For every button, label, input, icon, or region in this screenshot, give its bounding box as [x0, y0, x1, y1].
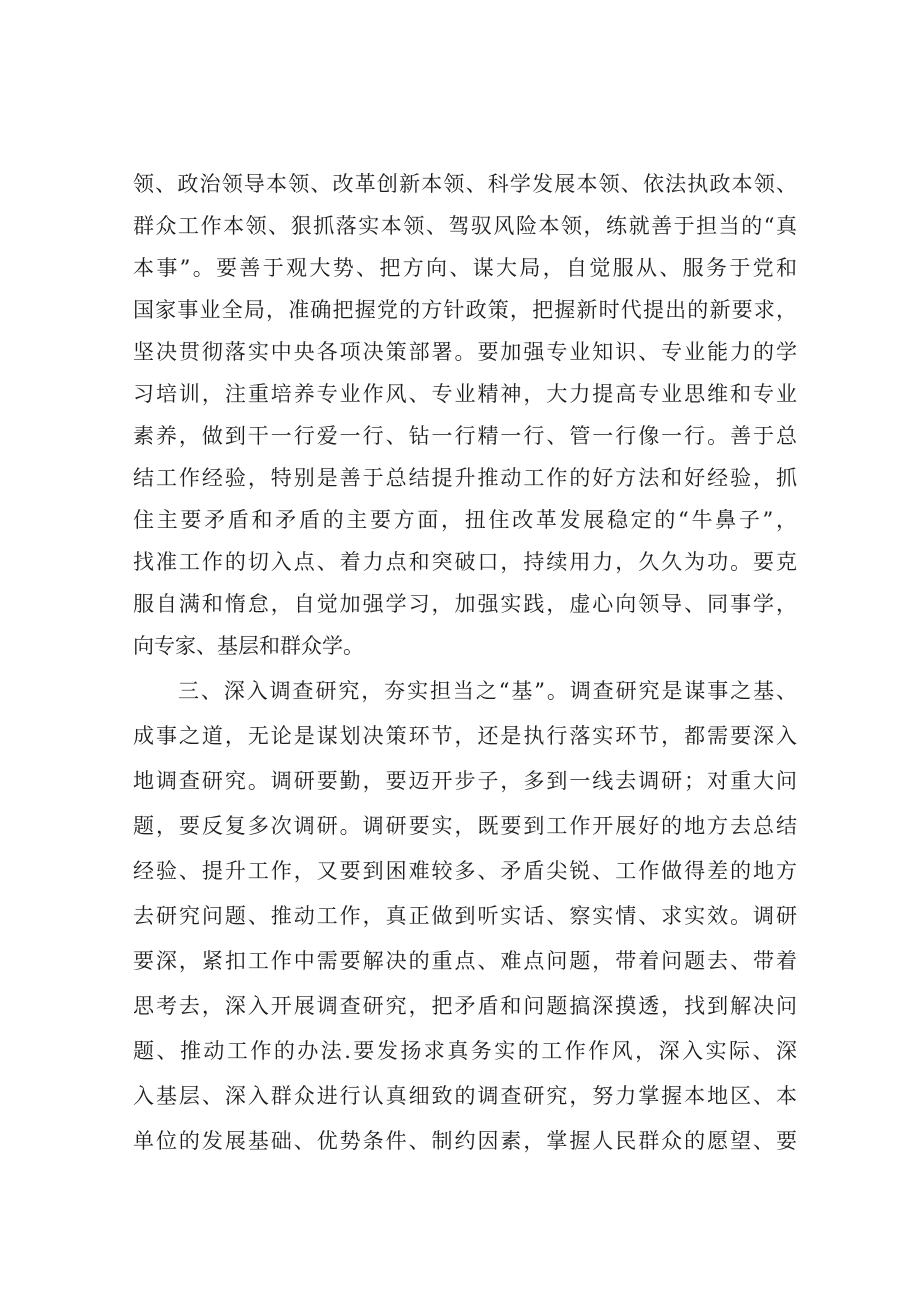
body-paragraph: [133, 669, 797, 1164]
text-line: 国家事业全局，准确把握党的方针政策，把握新时代提出的新要求，: [133, 298, 797, 322]
text-line: 要深，紧扣工作中需要解决的重点、难点问题，带着问题去、带着: [133, 949, 797, 973]
text-line: 领、政治领导本领、改革创新本领、科学发展本领、依法执政本领、: [133, 172, 797, 196]
text-line: 素养，做到干一行爱一行、钻一行精一行、管一行像一行。善于总: [133, 424, 797, 448]
text-line: 坚决贯彻落实中央各项决策部署。要加强专业知识、专业能力的学: [133, 340, 797, 364]
text-line: 思考去，深入开展调查研究，把矛盾和问题搞深摸透，找到解决问: [133, 994, 797, 1018]
text-line: 服自满和惰怠，自觉加强学习，加强实践，虚心向领导、同事学，: [133, 592, 797, 616]
section-heading-line: 三、深入调查研究，夯实担当之“基”。调查研究是谋事之基、: [178, 679, 797, 703]
body-paragraph: [133, 163, 797, 667]
text-line: 群众工作本领、狠抓落实本领、驾驭风险本领，练就善于担当的“真: [133, 214, 797, 238]
text-line: 向专家、基层和群众学。: [133, 634, 364, 658]
text-line: 结工作经验，特别是善于总结提升推动工作的好方法和好经验，抓: [133, 466, 797, 490]
text-line: 题，要反复多次调研。调研要实，既要到工作开展好的地方去总结: [133, 814, 797, 838]
text-line: 入基层、深入群众进行认真细致的调查研究，努力掌握本地区、本: [133, 1084, 797, 1108]
text-line: 经验、提升工作，又要到困难较多、矛盾尖锐、工作做得差的地方: [133, 859, 797, 883]
text-line: 题、推动工作的办法.要发扬求真务实的工作作风，深入实际、深: [133, 1039, 797, 1063]
text-line: 习培训，注重培养专业作风、专业精神，大力提高专业思维和专业: [133, 382, 797, 406]
text-line: 住主要矛盾和矛盾的主要方面，扭住改革发展稳定的“牛鼻子”，: [133, 508, 797, 532]
text-line: 地调查研究。调研要勤，要迈开步子，多到一线去调研；对重大问: [133, 769, 797, 793]
text-line: 去研究问题、推动工作，真正做到听实话、察实情、求实效。调研: [133, 904, 797, 928]
text-line: 成事之道，无论是谋划决策环节，还是执行落实环节，都需要深入: [133, 724, 797, 748]
text-line: 本事”。要善于观大势、把方向、谋大局，自觉服从、服务于党和: [133, 256, 797, 280]
text-line: 单位的发展基础、优势条件、制约因素，掌握人民群众的愿望、要: [133, 1129, 797, 1153]
text-line: 找准工作的切入点、着力点和突破口，持续用力，久久为功。要克: [133, 550, 797, 574]
